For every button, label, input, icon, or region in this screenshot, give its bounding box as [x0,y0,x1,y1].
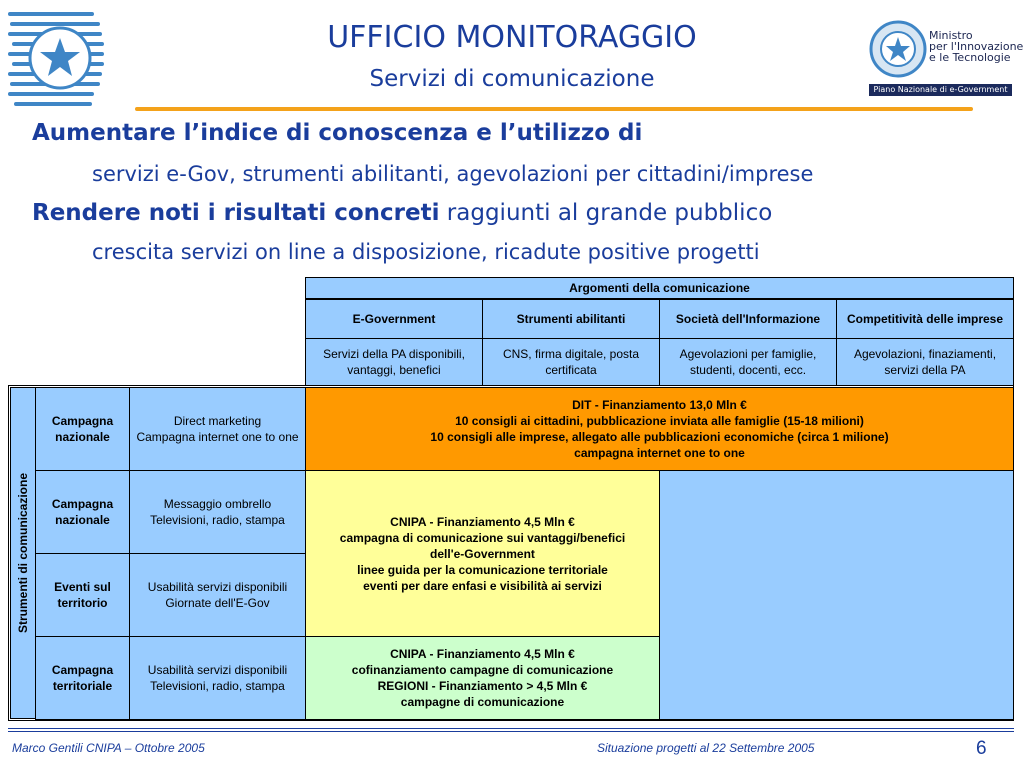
column-desc-competitivita: Agevolazioni, finaziamenti, servizi della PA [836,338,1014,386]
regioni-funding-block: CNIPA - Finanziamento 4,5 Mln € cofinanziamento campagne di comunicazione REGIONI - Finanziamento > 4,5 Mln € campagne di comunicazione [305,636,660,720]
ministry-name: Ministro per l'Innovazione e le Tecnologie [929,29,1024,64]
column-header-strumenti: Strumenti abilitanti [482,299,660,339]
footer-divider [8,728,1014,729]
row-name-4: Campagna territoriale [35,636,130,720]
row-desc-3: Usabilità servizi disponibili Giornate dell'E-Gov [129,553,306,637]
title-divider [135,107,973,111]
table-frame [8,385,1014,721]
bullet-results-detail: crescita servizi on line a disposizione, ricadute positive progetti [92,240,760,264]
bullet-awareness-detail: servizi e-Gov, strumenti abilitanti, agevolazioni per cittadini/imprese [92,162,814,186]
row-name-1: Campagna nazionale [35,387,130,471]
column-desc-societa: Agevolazioni per famiglie, studenti, docenti, ecc. [659,338,837,386]
bullet-awareness: Aumentare l’indice di conoscenza e l’utilizzo di [32,120,643,146]
column-desc-egov: Servizi della PA disponibili, vantaggi, benefici [305,338,483,386]
ministry-seal-icon [868,18,928,80]
bullet-results: Rendere noti i risultati concreti raggiunti al grande pubblico [32,200,773,226]
row-desc-1: Direct marketing Campagna internet one to one [129,387,306,471]
column-desc-strumenti: CNS, firma digitale, posta certificata [482,338,660,386]
dit-funding-block: DIT - Finanziamento 13,0 Mln € 10 consigli ai cittadini, pubblicazione inviata alle famiglie (15-18 milioni) 10 consigli alle imprese, allegato alle pubblicazioni economiche (circa 1 milione) campagna internet one to one [305,387,1014,471]
column-header-egov: E-Government [305,299,483,339]
tools-vertical-label: Strumenti di comunicazione [10,387,36,719]
column-header-societa: Società dell'Informazione [659,299,837,339]
arguments-header: Argomenti della comunicazione [305,277,1014,299]
footer-author: Marco Gentili CNIPA – Ottobre 2005 [12,741,205,755]
page-number: 6 [976,738,987,759]
page-subtitle: Servizi di comunicazione [369,66,655,92]
row-desc-4: Usabilità servizi disponibili Televisioni, radio, stampa [129,636,306,720]
ministry-plan-bar: Piano Nazionale di e-Government [869,84,1012,96]
row-name-3: Eventi sul territorio [35,553,130,637]
page-title: UFFICIO MONITORAGGIO [327,20,697,55]
cnipa-funding-block: CNIPA - Finanziamento 4,5 Mln € campagna di comunicazione sui vantaggi/benefici dell'e-Government linee guida per la comunicazione territoriale eventi per dare enfasi e visibilità ai servizi [305,470,660,637]
row-name-2: Campagna nazionale [35,470,130,554]
row-desc-2: Messaggio ombrello Televisioni, radio, stampa [129,470,306,554]
footer-status: Situazione progetti al 22 Settembre 2005 [597,741,815,755]
footer-divider-2 [8,731,1014,732]
column-header-competitivita: Competitività delle imprese [836,299,1014,339]
